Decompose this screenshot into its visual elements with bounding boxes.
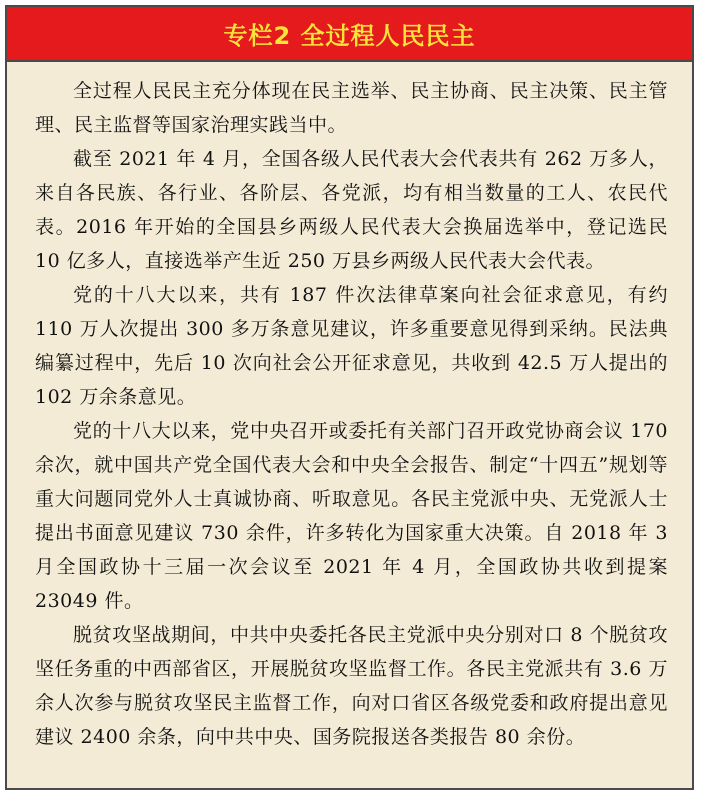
paragraph-1: 全过程人民民主充分体现在民主选举、民主协商、民主决策、民主管理、民主监督等国家治理实践当中。 bbox=[35, 80, 668, 136]
column-body bbox=[7, 62, 692, 754]
column-box bbox=[5, 5, 694, 790]
paragraph-3: 党的十八大以来，共有 187 件次法律草案向社会征求意见，有约 110 万人次提出 300 多万条意见建议，许多重要意见得到采纳。民法典编纂过程中，先后 10 次向社会公开征求意见，共收到 42.5 万人提出的 102 万余条意见。 bbox=[35, 284, 668, 408]
paragraph-2: 截至 2021 年 4 月，全国各级人民代表大会代表共有 262 万多人，来自各民族、各行业、各阶层、各党派，均有相当数量的工人、农民代表。2016 年开始的全国县乡两级人民代表大会换届选举中，登记选民 10 亿多人，直接选举产生近 250 万县乡两级人民代表大会代表。 bbox=[35, 148, 668, 272]
paragraph-5: 脱贫攻坚战期间，中共中央委托各民主党派中央分别对口 8 个脱贫攻坚任务重的中西部省区，开展脱贫攻坚监督工作。各民主党派共有 3.6 万余人次参与脱贫攻坚民主监督工作，向对口省区各级党委和政府提出意见建议 2400 余条，向中共中央、国务院报送各类报告 80 余份。 bbox=[35, 624, 668, 748]
column-header bbox=[7, 7, 692, 62]
column-title: 专栏2 全过程人民民主 bbox=[223, 22, 476, 50]
paragraph-4: 党的十八大以来，党中央召开或委托有关部门召开政党协商会议 170 余次，就中国共产党全国代表大会和中央全会报告、制定“十四五”规划等重大问题同党外人士真诚协商、听取意见。各民主党派中央、无党派人士提出书面意见建议 730 余件，许多转化为国家重大决策。自 2018 年 3 月全国政协十三届一次会议至 2021 年 4 月，全国政协共收到提案 23049 件。 bbox=[35, 420, 668, 612]
